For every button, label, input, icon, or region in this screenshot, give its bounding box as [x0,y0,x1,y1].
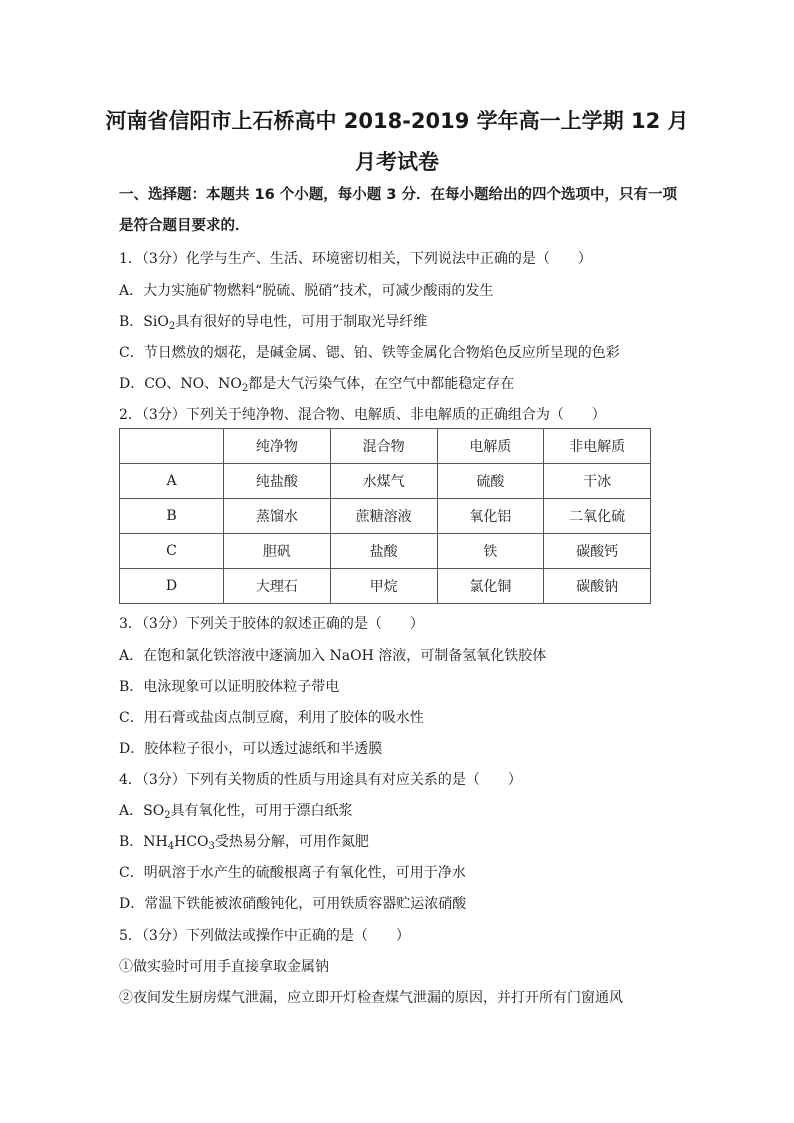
q1-option-b: B．SiO$_2$具有很好的导电性，可用于制取光导纤维 [119,314,428,332]
q3-stem: 3．（3分）下列关于胶体的叙述正确的是（ ） [119,616,424,632]
table-row [120,569,651,604]
table-cell: 铁 [437,534,544,569]
table-cell: 二氧化硫 [544,499,651,534]
table-cell: 碳酸钙 [544,534,651,569]
table-cell: 纯盐酸 [224,464,331,499]
table-row [120,534,651,569]
q3-option-d: D．胶体粒子很小，可以透过滤纸和半透膜 [119,741,383,757]
table-cell: 大理石 [224,569,331,604]
table-cell: 甲烷 [330,569,437,604]
exam-title-line1: 河南省信阳市上石桥高中 2018-2019 学年高一上学期 12 月 [105,109,689,133]
q2-classification-table [119,428,651,604]
exam-title-line2: 月考试卷 [355,150,439,174]
table-header-cell: 电解质 [437,429,544,464]
table-row [120,499,651,534]
table-cell: 胆矾 [224,534,331,569]
q3-option-b: B．电泳现象可以证明胶体粒子带电 [119,679,340,695]
table-cell: D [120,569,224,604]
table-header-cell: 非电解质 [544,429,651,464]
table-cell: 碳酸钠 [544,569,651,604]
table-cell: A [120,464,224,499]
q4-option-d: D．常温下铁能被浓硝酸钝化，可用铁质容器贮运浓硝酸 [119,896,467,912]
q4-option-a: A．$SO_2$具有氧化性，可用于漂白纸浆 [119,803,353,821]
q1-option-d: D．CO、NO、$NO_2$都是大气污染气体，在空气中都能稳定存在 [119,376,515,394]
table-cell: 干冰 [544,464,651,499]
table-cell: 盐酸 [330,534,437,569]
table-row [120,464,651,499]
q3-option-a: A．在饱和氯化铁溶液中逐滴加入 NaOH 溶液，可制备氢氧化铁胶体 [119,648,547,664]
q4-option-b: B．$NH_4HCO_3$受热易分解，可用作氮肥 [119,834,369,852]
section-heading: 一、选择题：本题共 16 个小题，每小题 3 分．在每小题给出的四个选项中，只有一项是符合题目要求的． [119,187,677,234]
q5-stem: 5．（3分）下列做法或操作中正确的是（ ） [119,928,410,944]
q5-item-1: ①做实验时可用手直接拿取金属钠 [119,959,329,975]
table-cell: B [120,499,224,534]
q1-option-c: C．节日燃放的烟花，是碱金属、锶、铂、铁等金属化合物焰色反应所呈现的色彩 [119,345,620,361]
q5-item-2: ②夜间发生厨房煤气泄漏，应立即开灯检查煤气泄漏的原因，并打开所有门窗通风 [119,990,623,1006]
table-header-cell [120,429,224,464]
table-cell: 氯化铜 [437,569,544,604]
q2-stem: 2．（3分）下列关于纯净物、混合物、电解质、非电解质的正确组合为（ ） [119,407,606,423]
table-cell: 氧化铝 [437,499,544,534]
table-header-cell: 纯净物 [224,429,331,464]
q1-option-a: A．大力实施矿物燃料“脱硫、脱硝”技术，可减少酸雨的发生 [119,283,494,299]
table-cell: 蒸馏水 [224,499,331,534]
q4-stem: 4．（3分）下列有关物质的性质与用途具有对应关系的是（ ） [119,772,522,788]
table-header-row [120,429,651,464]
table-cell: C [120,534,224,569]
q3-option-c: C．用石膏或盐卤点制豆腐，利用了胶体的吸水性 [119,710,424,726]
table-cell: 硫酸 [437,464,544,499]
q1-stem: 1．（3分）化学与生产、生活、环境密切相关，下列说法中正确的是（ ） [119,251,592,267]
table-cell: 水煤气 [330,464,437,499]
table-cell: 蔗糖溶液 [330,499,437,534]
table-header-cell: 混合物 [330,429,437,464]
q4-option-c: C．明矾溶于水产生的硫酸根离子有氧化性，可用于净水 [119,865,466,881]
